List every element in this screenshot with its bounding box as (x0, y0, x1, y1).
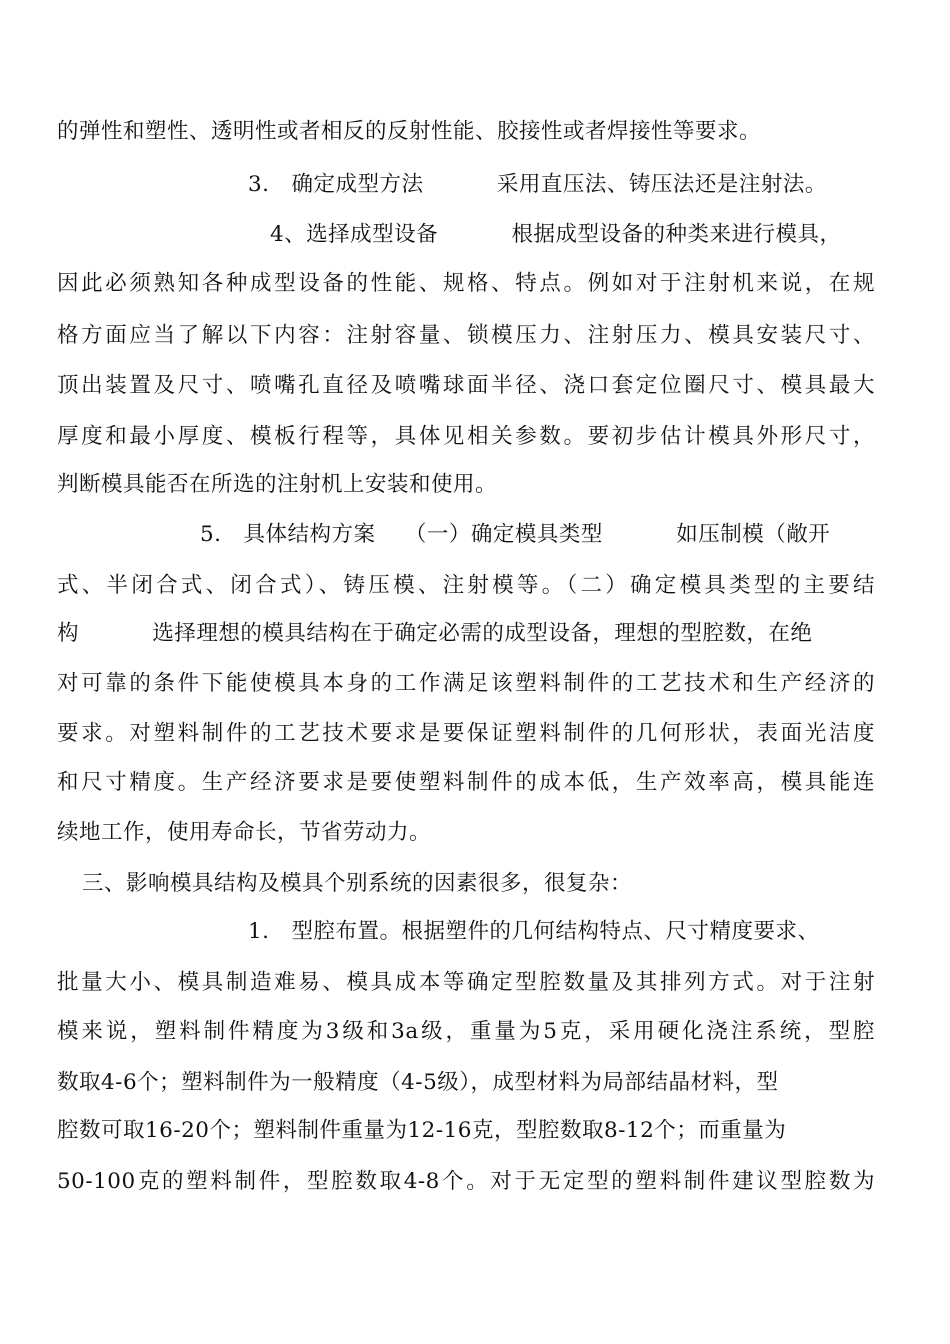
text-line: 因此必须熟知各种成型设备的性能、规格、特点。例如对于注射机来说，在规 (57, 271, 875, 296)
text-line: 厚度和最小厚度、模板行程等，具体见相关参数。要初步估计模具外形尺寸， (57, 424, 875, 449)
text-line: 顶出装置及尺寸、喷嘴孔直径及喷嘴球面半径、浇口套定位圈尺寸、模具最大 (57, 373, 875, 398)
text-line: 构 选择理想的模具结构在于确定必需的成型设备，理想的型腔数，在绝 (57, 621, 813, 646)
text-line: 续地工作，使用寿命长，节省劳动力。 (57, 820, 432, 845)
text-line: 对可靠的条件下能使模具本身的工作满足该塑料制件的工艺技术和生产经济的 (57, 671, 875, 696)
section-heading: 3. 确定成型方法 采用直压法、铸压法还是注射法。 (248, 172, 827, 197)
text-line: 50-100克的塑料制件，型腔数取4-8个。对于无定型的塑料制件建议型腔数为 (57, 1169, 875, 1194)
text-line: 数取4-6个；塑料制件为一般精度（4-5级），成型材料为局部结晶材料，型 (57, 1070, 779, 1095)
text-line: 式、半闭合式、闭合式）、铸压模、注射模等。（二）确定模具类型的主要结 (57, 573, 875, 598)
text-line: 格方面应当了解以下内容：注射容量、锁模压力、注射压力、模具安装尺寸、 (57, 323, 875, 348)
section-heading: 5. 具体结构方案 （一）确定模具类型 如压制模（敞开 (200, 522, 831, 547)
text-line: 要求。对塑料制件的工艺技术要求是要保证塑料制件的几何形状，表面光洁度 (57, 721, 875, 746)
text-line: 腔数可取16-20个；塑料制件重量为12-16克，型腔数取8-12个；而重量为 (57, 1118, 787, 1143)
text-line: 批量大小、模具制造难易、模具成本等确定型腔数量及其排列方式。对于注射 (57, 970, 875, 995)
section-heading: 1. 型腔布置。根据塑件的几何结构特点、尺寸精度要求、 (248, 919, 820, 944)
text-line: 判断模具能否在所选的注射机上安装和使用。 (57, 472, 498, 497)
section-heading: 4、选择成型设备 根据成型设备的种类来进行模具， (270, 222, 842, 247)
text-line: 和尺寸精度。生产经济要求是要使塑料制件的成本低，生产效率高，模具能连 (57, 770, 875, 795)
text-line: 的弹性和塑性、透明性或者相反的反射性能、胶接性或者焊接性等要求。 (57, 119, 762, 144)
text-line: 模来说，塑料制件精度为3级和3a级，重量为5克，采用硬化浇注系统，型腔 (57, 1019, 875, 1044)
section-heading: 三、影响模具结构及模具个别系统的因素很多，很复杂： (82, 871, 633, 896)
